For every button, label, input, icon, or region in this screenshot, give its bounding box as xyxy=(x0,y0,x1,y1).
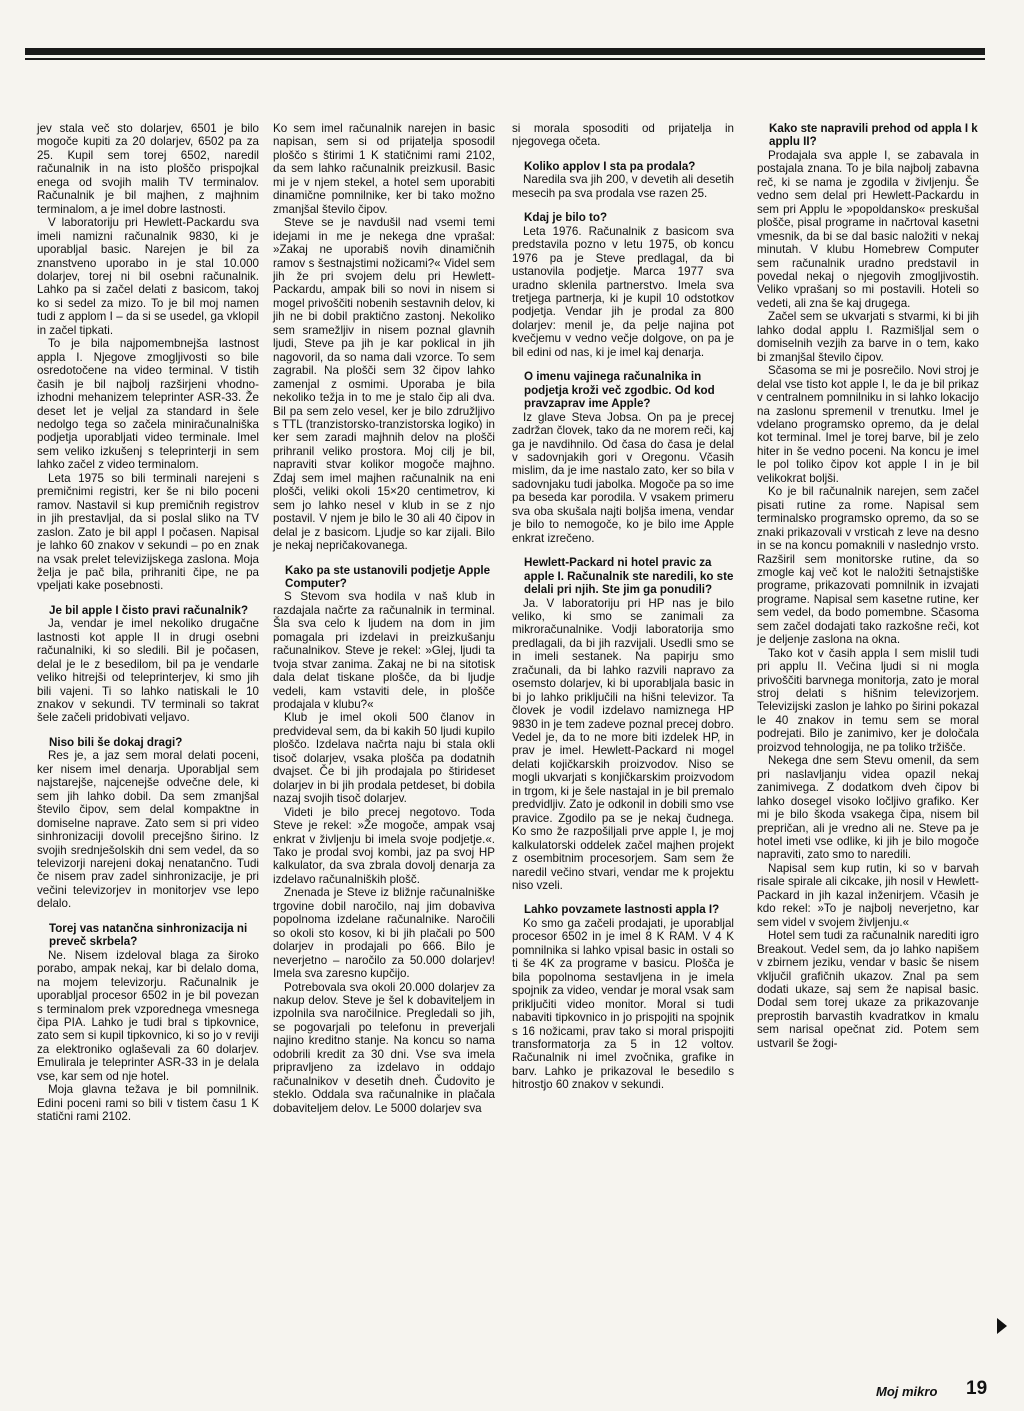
paragraph: Ko je bil računalnik narejen, sem začel pisati rutine za rome. Napisal sem terminalsko programsko opremo, da so se znaki prikazovali v vrsticah z leve na desno in se na koncu pomaknili v naslednjo vrsto. Razširil sem monitorske rutine, da so zmogle kaj več kot le naložiti šetnajstiške programe, prikazovati pomnilnik in izvajati programe. Napisal sem kasetne rutine, ker sem vedel, da bodo pomembne. Sčasoma sem začel dodajati tako razkošne reči, kot je deljenje zaslona na okna. xyxy=(757,485,979,647)
article-column-2 xyxy=(273,122,495,1115)
magazine-name: Moj mikro xyxy=(876,1384,938,1399)
question-heading: Kako ste napravili prehod od appla I k applu II? xyxy=(769,122,978,149)
paragraph: si morala sposoditi od prijatelja in njegovega očeta. xyxy=(512,122,734,149)
paragraph: S Stevom sva hodila v naš klub in razdajala načrte za računalnik in terminal. Šla sva celo k ljudem na dom in jim pomagala pri izdelavi in preizkušanju računalnikov. Steve je rekel: »Glej, ljudi ta tvoja stvar zanima. Zakaj ne bi na sitotisk dala delat tiskane plošče, da bi ljudje vedeli, kam vstaviti dele, in plošče prodajala v klubu?« xyxy=(273,590,495,712)
paragraph: Iz glave Steva Jobsa. On pa je precej zadržan človek, tako da ne morem reči, kaj ga je navdihnilo. Od časa do časa je delal v sadovnjakih gori v Oregonu. Včasih mislim, da je ime nastalo zato, ker so bila v sadovnjaku tudi jabolka. Mogoče pa so ime pa beseda kar porodila. V vsakem primeru sva oba skušala najti boljša imena, vendar je bilo to nemogoče, ko je bilo ime Apple enkrat izrečeno. xyxy=(512,410,734,545)
paragraph: Leta 1975 so bili terminali narejeni s premičnimi registri, ker še ni bilo poceni ramov. Nastavil si kup premičnih registrov in jih prestavljal, da si poslal sliko na TV zaslon. Zato je bil appl I počasen. Napisal je lahko 60 znakov v sekundi – po en znak na vsak prelet televizijskega zaslona. Moja želja je pač bila, prihraniti čipe, ne pa vpeljati kake posebnosti. xyxy=(37,471,259,593)
question-heading: Lahko povzamete lastnosti appla I? xyxy=(524,903,720,917)
paragraph: Ja. V laboratoriju pri HP nas je bilo veliko, ki smo se zanimali za mikroračunalnike. Vodji laboratorija smo predlagali, da bi jih razvijali. Usedli smo se in imeli sestanek. Na papirju smo zračunali, da bi lahko razvili napravo za osemsto dolarjev, ki bi uporabljala basic in bi jo lahko priključili na hišni televizor. Ta človek je vodil izdelavo namiznega HP 9830 in je tem zadeve poznal precej dobro. Vedel je, da to ne more biti izdelek HP, in prav je imel. Hewlett-Packard ni mogel delati kojičkarskih proizvodov. Niso se mogli ukvarjati s konjičkarskim proizvodom in trgom, ki je šele nastajal in je bil premalo predvidljiv. Zato je odkonil in dobili smo vse pravice. Zgodilo pa se je nekaj čudnega. Ko smo že razpošiljali prve apple I, je moj kalkulatorski oddelek začel majhen projekt z osembitnim procesorjem. Sam sem že naredil večino stvari, vendar me k projektu niso vzeli. xyxy=(512,596,734,893)
paragraph: Klub je imel okoli 500 članov in predvideval sem, da bi kakih 50 ljudi kupilo ploščo. Izdelava načrta naju bi stala okli tisoč dolarjev, vsaka plošča pa dodatnih dvajset. Če bi jih prodajala po štirideset dolarjev in bi jih prodala petdeset, bi dobila nazaj svojih tisoč dolarjev. xyxy=(273,711,495,806)
paragraph: Začel sem se ukvarjati s stvarmi, ki bi jih lahko dodal applu I. Razmišljal sem o domiselnih vezjih za barve in o tem, kako bi zmanjšal število čipov. xyxy=(757,310,979,364)
paragraph: Sčasoma se mi je posrečilo. Novi stroj je delal vse tisto kot apple I, le da je bil prikaz v centralnem pomnilniku in si lahko lokacijo na zaslonu spremenil v trenutku. Imel je vdelano programsko opremo, da je delal kot terminal. Imel je torej barve, bil je zelo hiter in še vedno poceni. Na koncu je imel le pol toliko čipov kot apple I in je bil velikokrat boljši. xyxy=(757,364,979,485)
paragraph: Nekega dne sem Stevu omenil, da sem pri naslavljanju videa opazil nekaj zanimivega. Z dodatkom dveh čipov bi lahko dosegel visoko ločljivo grafiko. Ker mi je bilo škoda vsakega čipa, nisem bil prepričan, ali je vredno ali ne. Steve pa je hotel imeti vse odlike, ki jih je bilo mogoče napraviti, zato smo to naredili. xyxy=(757,754,979,862)
paragraph: Ne. Nisem izdeloval blaga za široko porabo, ampak nekaj, kar bi delalo doma, na mojem televizorju. Računalnik je uporabljal procesor 6502 in je bil povezan s terminalom prek vzporednega vmesnega čipa PIA. Lahko je tudi bral s tipkovnice, zato sem si kupil tipkovnico, ki so jo v reviji za elektroniko oglaševali za 60 dolarjev. Emulirala je teleprinter ASR-33 in je delala vse, kar sem od nje hotel. xyxy=(37,948,259,1083)
question-heading: Hewlett-Packard ni hotel pravic za apple I. Računalnik ste naredili, ko ste delali pri njih. Ste jim ga ponudili? xyxy=(524,556,734,597)
paragraph: Leta 1976. Računalnik z basicom sva predstavila pozno v letu 1975, ob koncu 1976 pa je Steve predlagal, da bi ustanovila podjetje. Marca 1977 sva uradno sklenila partnerstvo. Imela sva tretjega partnerja, ki je kupil 10 odstotkov podjetja. Vendar jih je prodal za 800 dolarjev: menil je, da pelje najina pot kvečjemu v vedno večje dolgove, on pa je bil edini od nas, ki je imel kaj denarja. xyxy=(512,224,734,359)
paragraph: Tako kot v časih appla I sem mislil tudi pri applu II. Večina ljudi si ni mogla privoščiti barvnega monitorja, zato je moral stroj delati s hišnim televizorjem. Televizijski zaslon je lahko po širini pokazal le 40 znakov in temu sem se moral podrejati. Bilo je zanimivo, ker je določala proizvod tehnologija, ne pa toliko tržišče. xyxy=(757,646,979,754)
paragraph: Znenada je Steve iz bližnje računalniške trgovine dobil naročilo, naj jim dobaviva popolnoma izdelane računalnike. Naročili so okoli sto kosov, ki bi jih plačali po 500 dolarjev in prodajali po 666. Bilo je neverjetno – naročilo za 50.000 dolarjev! Imela sva zaresno kupčijo. xyxy=(273,886,495,981)
paragraph: Prodajala sva apple I, se zabavala in postajala znana. To je bila najbolj zabavna reč, ki se nama je zgodila v življenju. Še vedno sem delal pri Hewlett-Packardu in sem pri Applu le »popoldansko« preskušal plošče, pisal programe in načrtoval kasetni vmesnik, da bi se dal basic naložiti v nekaj minutah. V klubu Homebrew Computer sem računalnik uradno predstavil in povedal nekaj o njegovih zmogljivostih. Veliko vprašanj so mi postavili. Hoteli so vedeti, ali zna še kaj drugega. xyxy=(757,148,979,310)
question-heading: Je bil apple I čisto pravi računalnik? xyxy=(49,603,249,617)
paragraph: Napisal sem kup rutin, ki so v barvah risale spirale ali cikcake, jih nosil v Hewlett-Packard in jih kazal inženirjem. Včasih je kdo rekel: »To je najbolj neverjetno, kar sem videl v svojem življenju.« xyxy=(757,861,979,929)
paragraph: To je bila najpomembnejša lastnost appla I. Njegove zmogljivosti so bile osredotočene na video terminal. V tistih časih je bil najbolj razširjeni vhodno-izhodni mehanizem teleprinter ASR-33. Že deset let je veljal za standard in šele nedolgo tega so začela miniračunalniška podjetja uporabljati video terminale. Imel sem veliko izkušenj s teleprinterji in sem lahko začel z video terminalom. xyxy=(37,337,259,472)
paragraph: V laboratoriju pri Hewlett-Packardu sva imeli namizni računalnik 9830, ki je uporabljal basic. Narejen je bil za znanstveno uporabo in je stal 10.000 dolarjev, torej ni bil osebni računalnik. Lahko pa si začel delati z basicom, takoj ko si sedel za mizo. To je bil moj namen tudi z applom I – da si se usedel, ga vklopil in začel tipkati. xyxy=(37,216,259,337)
question-heading: Torej vas natančna sinhronizacija ni preveč skrbela? xyxy=(49,921,248,949)
question-heading: Niso bili še dokaj dragi? xyxy=(49,735,183,749)
question-heading: Kako pa ste ustanovili podjetje Apple Computer? xyxy=(285,563,491,590)
article-column-3 xyxy=(512,122,734,1092)
page-number: 19 xyxy=(966,1378,988,1399)
paragraph: Ja, vendar je imel nekoliko drugačne lastnosti kot apple II in drugi osebni računalniki, ki so sledili. Bil je počasen, delal je le z besedilom, bil pa je vendarle veliko hitrejši od teleprinterjev, ki smo jih bili vajeni. Ti so lahko natiskali le 10 znakov v sekundi. TV terminali so takrat šele začeli pridobivati veljavo. xyxy=(37,617,259,725)
paragraph: Naredila sva jih 200, v devetih ali desetih mesecih pa sva prodala vse razen 25. xyxy=(512,173,734,200)
paragraph: Ko sem imel računalnik narejen in basic napisan, sem si od prijatelja sposodil ploščo s štirimi 1 K statičnimi rami 2102, da sem lahko računalnik preizkusil. Basic mi je v njem stekel, a hotel sem uporabiti dinamične pomnilnike, ker bi tako možno zmanjšal število čipov. xyxy=(273,122,495,216)
paragraph: Moja glavna težava je bil pomnilnik. Edini poceni rami so bili v tistem času 1 K statični rami 2102. xyxy=(37,1083,259,1124)
paragraph: jev stala več sto dolarjev, 6501 je bilo mogoče kupiti za 20 dolarjev, 6502 pa za 25. Kupil sem torej 6502, naredil računalnik in na isto ploščo prispojkal enega od svojih malih TV terminalov. Računalnik je bil majhen, z majhnim terminalom, a je imel dobre lastnosti. xyxy=(37,122,259,216)
arrow-right-icon xyxy=(997,1318,1007,1334)
paragraph: Hotel sem tudi za računalnik narediti igro Breakout. Vedel sem, da jo lahko napišem v zbirnem jeziku, vendar v basic še nisem vključil grafičnih ukazov. Znal pa sem dodati ukaze, saj sem že napisal basic. Dodal sem torej ukaze za prikazovanje preprostih barvastih kvadratkov in kmalu sem narisal opečnat zid. Potem sem ustvaril še žogi- xyxy=(757,929,979,1050)
paragraph: Videti je bilo precej negotovo. Toda Steve je rekel: »Že mogoče, ampak vsaj enkrat v življenju bi imela svoje podjetje.«. Tako je prodal svoj kombi, jaz pa svoj HP kalkulator, da sva zbrala dovolj denarja za izdelavo računalniških plošč. xyxy=(273,805,495,886)
article-column-4 xyxy=(757,122,979,1050)
question-heading: Kdaj je bilo to? xyxy=(524,211,608,225)
paragraph: Res je, a jaz sem moral delati poceni, ker nisem imel denarja. Uporabljal sem najstarejše, najcenejše odvečne dele, ki sem jih lahko dobil. Da sem zmanjšal število čipov, sem delal kompaktne in domiselne naprave. Zato sem si pri video sinhronizaciji dovolil precejšno širino. Iz svojih srednješolskih dni sem vedel, da so televizorji narejeni dokaj nenatančno. Tudi če nisem prav zadel sinhronizacije, je pri večini televizorjev in monitorjev vse lepo delalo. xyxy=(37,749,259,911)
header-rule-thick xyxy=(25,48,985,55)
paragraph: Potrebovala sva okoli 20.000 dolarjev za nakup delov. Steve je šel k dobaviteljem in izpolnila sva naročilnice. Pregledali so jih, se pogovarjali po telefonu in preverjali najino kreditno stanje. Na koncu so nama odobrili kredit za 30 dni. Vse sva imela pripravljeno za izdelavo in oddajo računalnikov v desetih dneh. Čudovito je steklo. Oddala sva računalnike in plačala dobaviteljem delov. Le 5000 dolarjev sva xyxy=(273,980,495,1115)
article-column-1 xyxy=(37,122,259,1124)
question-heading: O imenu vajinega računalnika in podjetja kroži več zgodbic. Od kod pravzaprav ime Apple? xyxy=(524,370,715,411)
paragraph: Steve se je navdušil nad vsemi temi idejami in me je nekega dne vprašal: »Zakaj ne uporabiš novih dinamičnih ramov s šestnajstimi nožicami?« Videl sem jih že pri svojem delu pri Hewlett-Packardu, ampak bili so novi in nisem si mogel privoščiti nobenih sestavnih delov, ki jih ne bi dobil praktično zastonj. Nekoliko sem sramežljiv in nisem poznal glavnih ljudi, Steve pa jih je kar poklical in jih nagovoril, da so nama dali vzorce. To sem zagrabil. Na plošči sem 32 čipov lahko zamenjal z osmimi. Uporaba je bila nekoliko težja in to me je stalo čip ali dva. Bil pa sem zelo vesel, ker je bilo združljivo s TTL (tranzistorsko-tranzistorska logiko) in ker sem zaradi majhnih delov na plošči prihranil veliko prostora. Moj cilj je bil, napraviti stvar kolikor mogoče majhno. Zdaj sem imel majhen računalnik na eni plošči, veliki okoli 15×20 centimetrov, ki sem jo lahko nesel v klub in se z njo postavil. V njem je bilo le 30 ali 40 čipov in delal je z basicom. Ljudje so kar zijali. Bilo je nekaj nepričakovanega. xyxy=(273,216,495,553)
header-rule-thin xyxy=(25,58,985,60)
question-heading: Koliko applov I sta pa prodala? xyxy=(524,159,696,173)
paragraph: Ko smo ga začeli prodajati, je uporabljal procesor 6502 in je imel 8 K RAM. V 4 K pomnilnika si lahko vpisal basic in ostali so ti še 4K za programe v basicu. Plošča je bila popolnoma sestavljena in je imela spojnik za video, vendar je moral vsak sam priključiti video monitor. Moral si tudi nabaviti tipkovnico in jo prispojiti na spojnik s 16 nožicami, prav tako si moral prispojiti transformatorja za 5 in 12 voltov. Računalnik ni imel zvočnika, grafike in barv. Lahko je prikazoval le besedilo s hitrostjo 60 znakov v sekundi. xyxy=(512,916,734,1092)
